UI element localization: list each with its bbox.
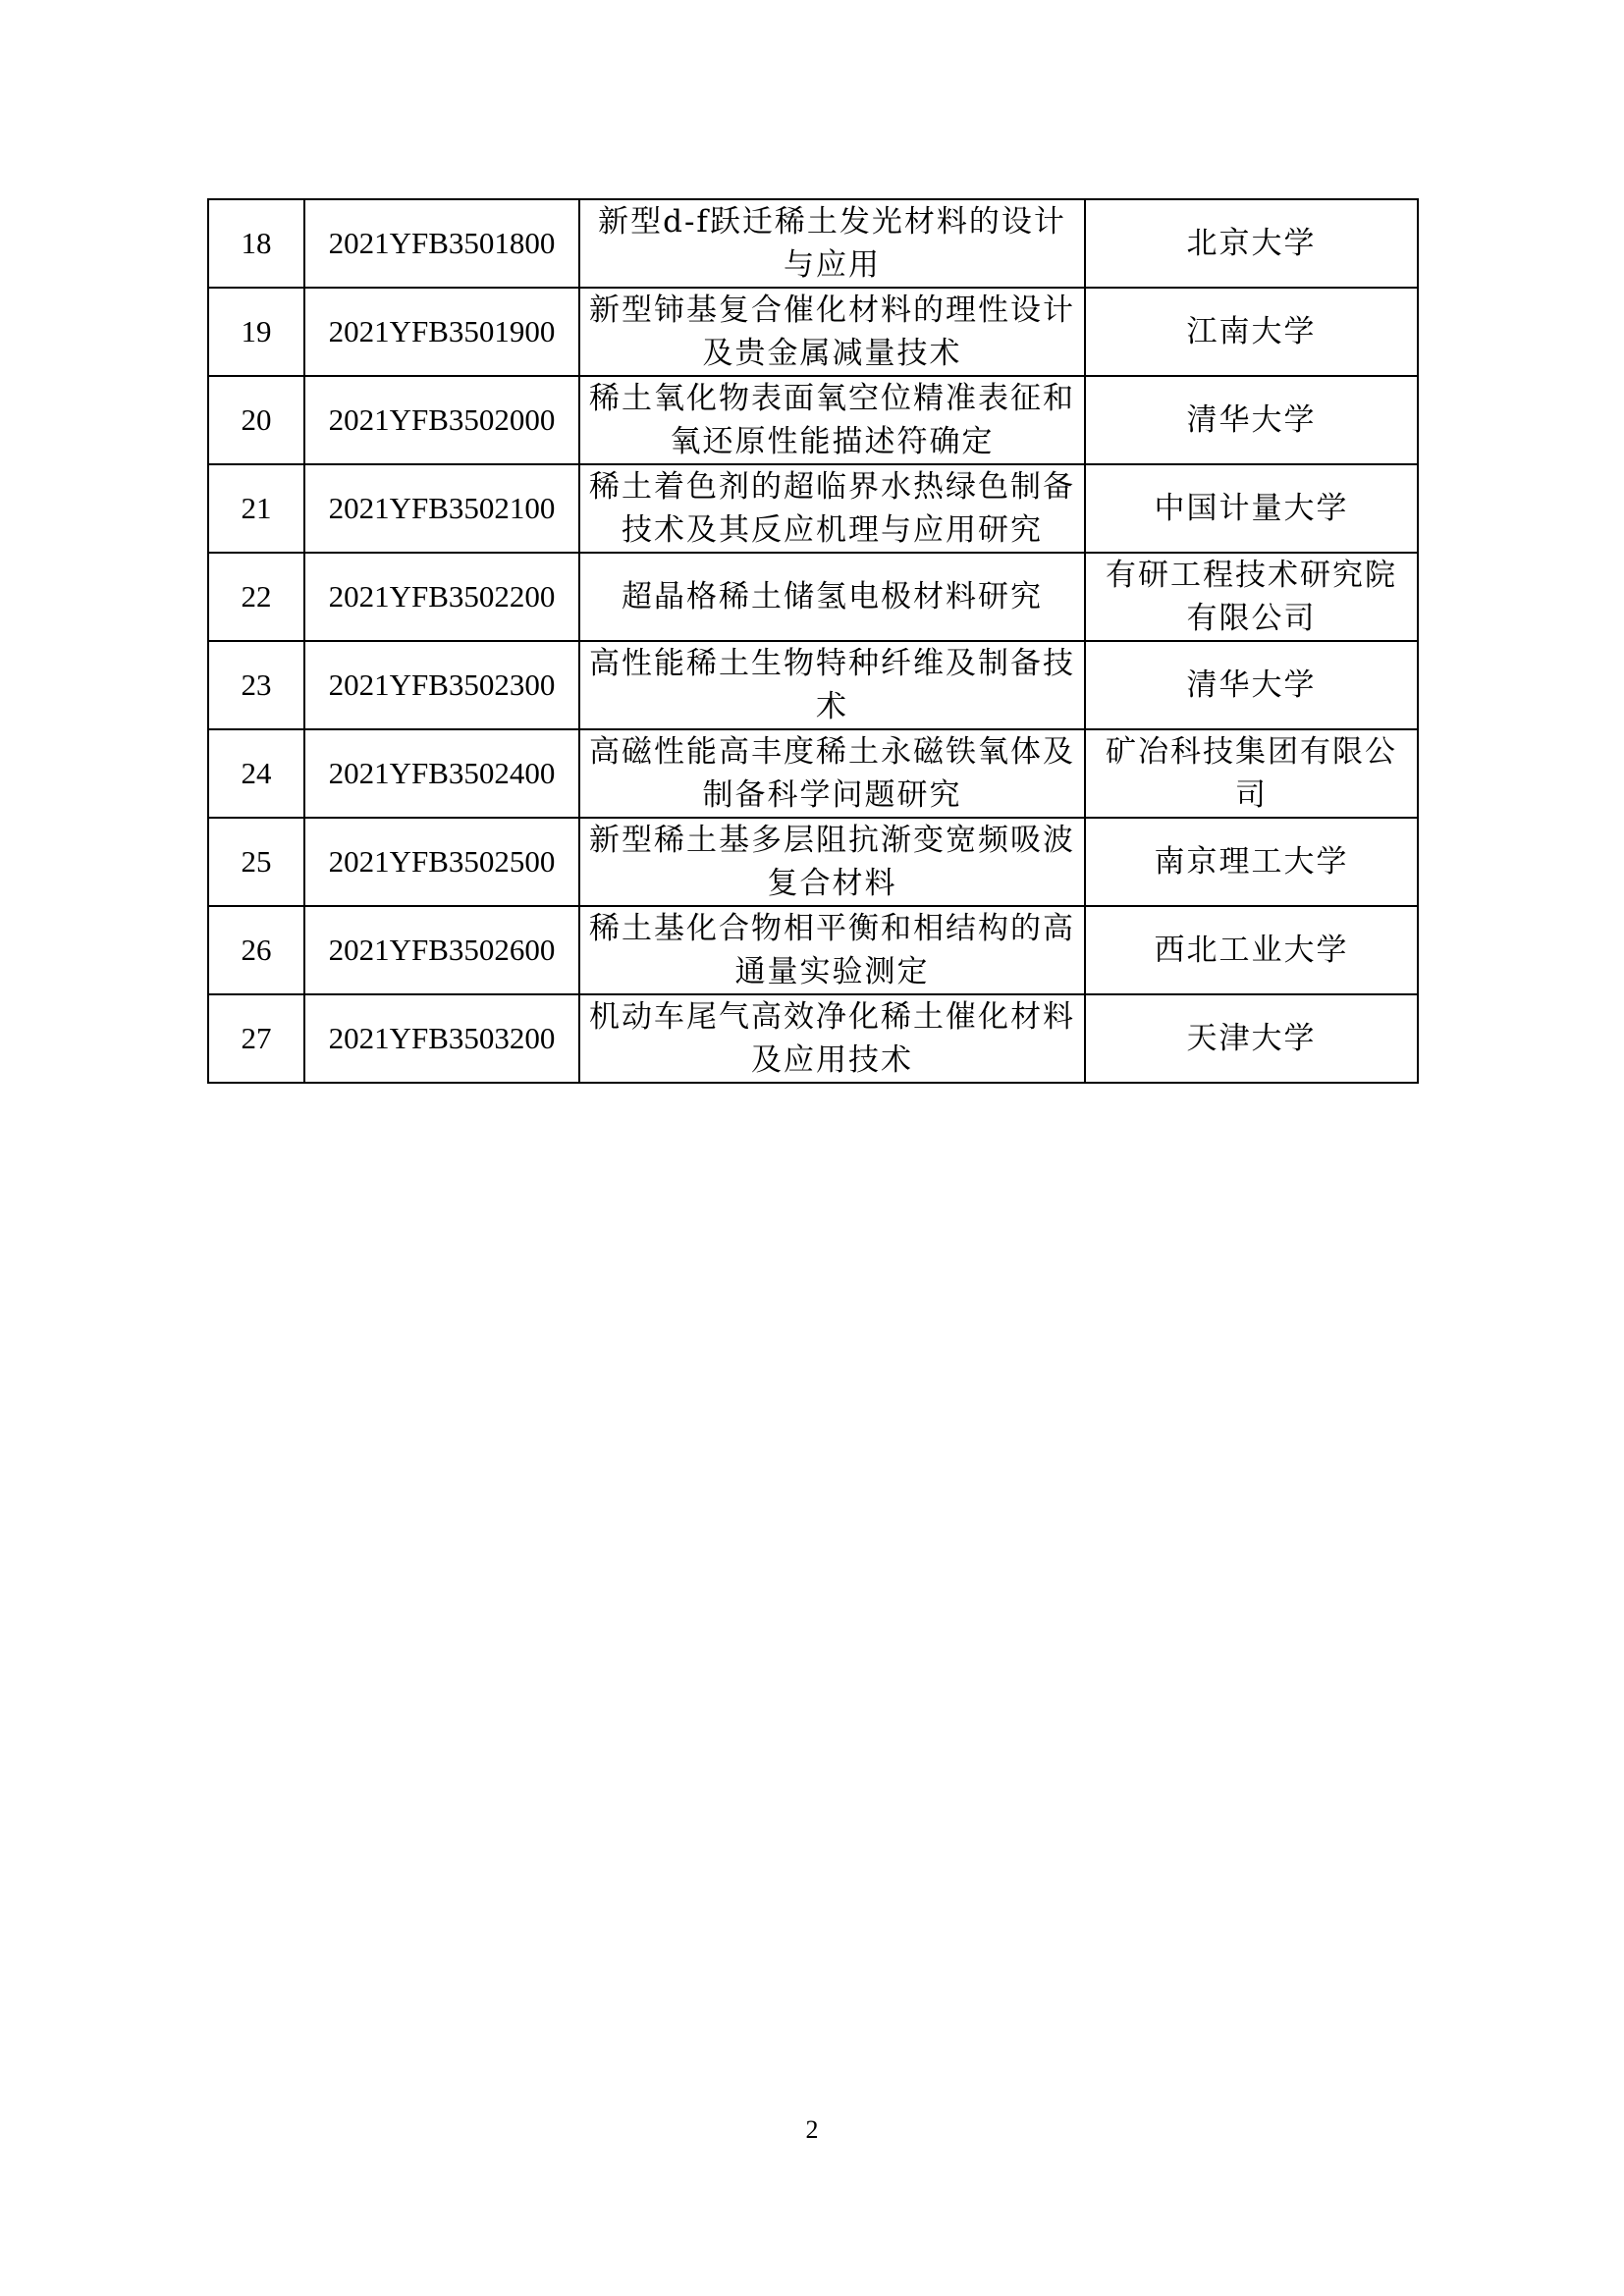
project-title: 机动车尾气高效净化稀土催化材料及应用技术 bbox=[579, 994, 1085, 1083]
organization: 中国计量大学 bbox=[1085, 464, 1418, 553]
organization: 清华大学 bbox=[1085, 641, 1418, 729]
project-code: 2021YFB3502600 bbox=[304, 906, 579, 994]
organization: 江南大学 bbox=[1085, 288, 1418, 376]
table-row bbox=[208, 729, 1418, 818]
table-row bbox=[208, 994, 1418, 1083]
project-title: 高磁性能高丰度稀土永磁铁氧体及制备科学问题研究 bbox=[579, 729, 1085, 818]
row-number: 27 bbox=[208, 994, 304, 1083]
organization: 天津大学 bbox=[1085, 994, 1418, 1083]
organization: 矿冶科技集团有限公司 bbox=[1085, 729, 1418, 818]
project-code: 2021YFB3502000 bbox=[304, 376, 579, 464]
table-row bbox=[208, 464, 1418, 553]
table-row bbox=[208, 199, 1418, 288]
row-number: 20 bbox=[208, 376, 304, 464]
project-title: 高性能稀土生物特种纤维及制备技术 bbox=[579, 641, 1085, 729]
organization: 清华大学 bbox=[1085, 376, 1418, 464]
project-title: 超晶格稀土储氢电极材料研究 bbox=[579, 553, 1085, 641]
row-number: 19 bbox=[208, 288, 304, 376]
row-number: 23 bbox=[208, 641, 304, 729]
row-number: 26 bbox=[208, 906, 304, 994]
project-title: 新型稀土基多层阻抗渐变宽频吸波复合材料 bbox=[579, 818, 1085, 906]
row-number: 25 bbox=[208, 818, 304, 906]
project-code: 2021YFB3501900 bbox=[304, 288, 579, 376]
table-row bbox=[208, 288, 1418, 376]
project-title: 稀土氧化物表面氧空位精准表征和氧还原性能描述符确定 bbox=[579, 376, 1085, 464]
table-row bbox=[208, 553, 1418, 641]
row-number: 18 bbox=[208, 199, 304, 288]
project-code: 2021YFB3503200 bbox=[304, 994, 579, 1083]
organization: 西北工业大学 bbox=[1085, 906, 1418, 994]
table-row bbox=[208, 818, 1418, 906]
row-number: 24 bbox=[208, 729, 304, 818]
table-row bbox=[208, 376, 1418, 464]
project-title: 新型d-f跃迁稀土发光材料的设计与应用 bbox=[579, 199, 1085, 288]
project-code: 2021YFB3502200 bbox=[304, 553, 579, 641]
project-table bbox=[207, 198, 1419, 1084]
project-code: 2021YFB3502400 bbox=[304, 729, 579, 818]
organization: 北京大学 bbox=[1085, 199, 1418, 288]
project-code: 2021YFB3502300 bbox=[304, 641, 579, 729]
page-number: 2 bbox=[805, 2115, 819, 2144]
project-title: 稀土基化合物相平衡和相结构的高通量实验测定 bbox=[579, 906, 1085, 994]
project-title: 稀土着色剂的超临界水热绿色制备技术及其反应机理与应用研究 bbox=[579, 464, 1085, 553]
project-title: 新型铈基复合催化材料的理性设计及贵金属减量技术 bbox=[579, 288, 1085, 376]
table-row bbox=[208, 641, 1418, 729]
project-code: 2021YFB3502100 bbox=[304, 464, 579, 553]
organization: 南京理工大学 bbox=[1085, 818, 1418, 906]
organization: 有研工程技术研究院有限公司 bbox=[1085, 553, 1418, 641]
table-row bbox=[208, 906, 1418, 994]
row-number: 22 bbox=[208, 553, 304, 641]
row-number: 21 bbox=[208, 464, 304, 553]
project-code: 2021YFB3502500 bbox=[304, 818, 579, 906]
project-code: 2021YFB3501800 bbox=[304, 199, 579, 288]
